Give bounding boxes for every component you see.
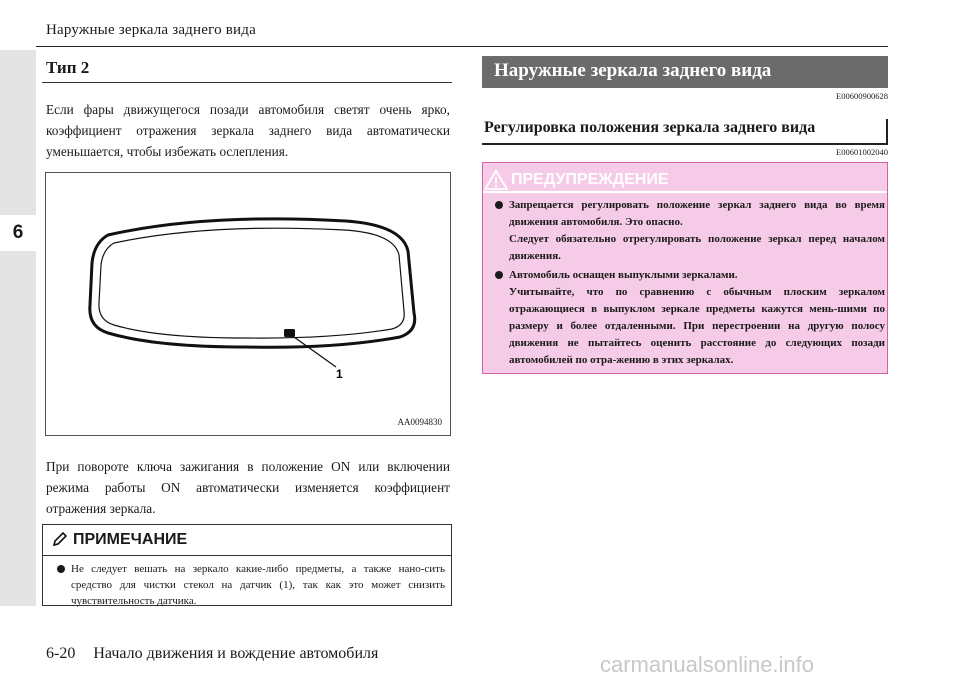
subsection-title: Тип 2 bbox=[46, 58, 90, 77]
rearview-mirror-illustration bbox=[46, 173, 450, 435]
topic-rule-bottom bbox=[482, 143, 888, 145]
watermark: carmanualsonline.info bbox=[600, 652, 815, 677]
callout-number: 1 bbox=[336, 367, 343, 381]
bullet-icon bbox=[495, 271, 503, 279]
warning-box bbox=[482, 162, 888, 374]
topic-rule-right bbox=[886, 119, 888, 144]
header-rule bbox=[36, 46, 888, 47]
chapter-number: 6 bbox=[0, 215, 36, 251]
subsection-rule bbox=[42, 82, 452, 83]
warning-triangle-icon bbox=[483, 169, 509, 191]
page-number: 6-20 bbox=[46, 645, 76, 662]
intro-paragraph: Если фары движущегося позади автомобиля светят очень ярко, коэффициент отражения зеркала заднего вида автоматически уменьшается, чтобы избежать ослепления. bbox=[46, 102, 450, 159]
warning-item-lead: Запрещается регулировать положение зеркал заднего вида во время движения автомобиля. Это опасно. bbox=[509, 199, 885, 228]
callout-leader-line bbox=[294, 337, 336, 367]
note-pencil-icon bbox=[51, 531, 69, 549]
note-header bbox=[51, 531, 187, 549]
note-item bbox=[55, 561, 445, 609]
warning-header bbox=[483, 169, 669, 191]
page-footer bbox=[46, 645, 378, 663]
section-title: Наружные зеркала заднего вида bbox=[482, 56, 888, 88]
warning-item-detail: Следует обязательно отрегулировать положение зеркал перед началом движения. bbox=[509, 233, 885, 262]
topic-title: Регулировка положения зеркала заднего вида bbox=[484, 119, 816, 136]
warning-item-lead: Автомобиль оснащен выпуклыми зеркалами. bbox=[509, 269, 738, 281]
bullet-icon bbox=[495, 201, 503, 209]
warning-item bbox=[493, 267, 885, 369]
footer-chapter-title: Начало движения и вождение автомобиля bbox=[93, 645, 379, 662]
bullet-icon bbox=[57, 565, 65, 573]
chapter-side-tab bbox=[0, 50, 36, 606]
light-sensor bbox=[284, 329, 295, 337]
note-box bbox=[42, 524, 452, 606]
warning-rule bbox=[483, 191, 887, 193]
note-heading: ПРИМЕЧАНИЕ bbox=[73, 531, 188, 548]
mirror-figure bbox=[45, 172, 451, 436]
note-rule bbox=[43, 555, 451, 556]
note-text: Не следует вешать на зеркало какие-либо предметы, а также нано-сить средство для чистки стекол на датчик (1), так как это может снизить чувствительность датчика. bbox=[71, 563, 445, 607]
ignition-paragraph: При повороте ключа зажигания в положение ON или включении режима работы ON автоматически изменяется коэффициент отражения зеркала. bbox=[46, 459, 450, 516]
warning-item-detail: Учитывайте, что по сравнению с обычным плоским зеркалом отражающиеся в выпуклом зеркале предметы кажутся мень-шими по размеру и более отдаленными. При перестроении на другую полосу движения не пытайтесь оценить расстояние до следующих позади автомобилей по отра-жению в этих зеркалах. bbox=[509, 286, 885, 366]
warning-body bbox=[493, 197, 885, 369]
section-code: E00600900628 bbox=[836, 91, 888, 101]
mirror-glass-edge bbox=[99, 228, 404, 338]
running-header: Наружные зеркала заднего вида bbox=[46, 22, 256, 38]
warning-heading: ПРЕДУПРЕЖДЕНИЕ bbox=[511, 171, 669, 188]
topic-code: E00601002040 bbox=[836, 147, 888, 157]
figure-code: AA0094830 bbox=[397, 417, 442, 427]
warning-item bbox=[493, 197, 885, 265]
